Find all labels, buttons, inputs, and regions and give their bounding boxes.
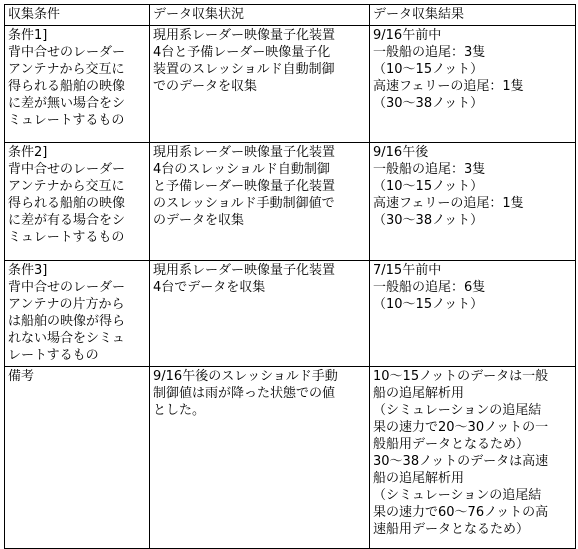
status-cell bbox=[150, 367, 370, 549]
cell-line: 条件2] bbox=[8, 145, 48, 160]
table-row bbox=[5, 367, 576, 549]
cell-line: に差が有る場合をシ bbox=[8, 213, 126, 228]
cell-line: と予備レーダー映像量子化装置 bbox=[153, 179, 336, 194]
cell-line: 高速フェリーの追尾：1隻 bbox=[373, 196, 524, 211]
cell-line: 9/16午前中 bbox=[373, 28, 442, 43]
cell-line: アンテナの片方から bbox=[8, 297, 125, 312]
cell-line: 一般船の追尾：3隻 bbox=[373, 162, 486, 177]
cell-line: 高速フェリーの追尾：1隻 bbox=[373, 79, 524, 94]
table-row bbox=[5, 261, 576, 367]
cell-line: レートするもの bbox=[8, 348, 99, 363]
status-cell bbox=[150, 26, 370, 143]
cell-line: 船の追尾解析用 bbox=[373, 386, 465, 401]
cell-line: のスレッショルド手動制御値で bbox=[153, 196, 335, 211]
condition-cell bbox=[5, 367, 150, 549]
table-row bbox=[5, 143, 576, 261]
cell-line: れない場合をシミュ bbox=[8, 331, 125, 346]
cell-line: 得られる船舶の映像 bbox=[8, 196, 126, 211]
cell-line: 9/16午後のスレッショルド手動 bbox=[153, 369, 338, 384]
cell-line: 得られる船舶の映像 bbox=[8, 79, 126, 94]
cell-line: 4台と予備レーダー映像量子化 bbox=[153, 45, 331, 60]
cell-line: に差が無い場合をシ bbox=[8, 96, 126, 111]
cell-line: 果の速力で20～30ノットの一 bbox=[373, 420, 549, 435]
cell-line: 条件3] bbox=[8, 263, 48, 278]
document bbox=[4, 4, 576, 549]
condition-cell bbox=[5, 26, 150, 143]
result-cell bbox=[370, 261, 576, 367]
result-cell bbox=[370, 26, 576, 143]
cell-line: 背中合せのレーダー bbox=[8, 45, 126, 60]
cell-line: 一般船の追尾：6隻 bbox=[373, 280, 486, 295]
cell-line: （10～15ノット） bbox=[373, 179, 484, 194]
cell-line: （30～38ノット） bbox=[373, 96, 484, 111]
cell-line: （10～15ノット） bbox=[373, 62, 484, 77]
header-row bbox=[5, 5, 576, 26]
header-result: データ収集結果 bbox=[370, 5, 576, 26]
cell-line: 速船用データとなるため） bbox=[373, 522, 530, 537]
header-condition: 収集条件 bbox=[5, 5, 150, 26]
cell-line: 一般船の追尾：3隻 bbox=[373, 45, 486, 60]
cell-line: ミュレートするもの bbox=[8, 230, 125, 245]
cell-line: （30～38ノット） bbox=[373, 213, 484, 228]
cell-line: 船の追尾解析用 bbox=[373, 471, 465, 486]
cell-line: ミュレートするもの bbox=[8, 113, 125, 128]
cell-line: 背中合せのレーダー bbox=[8, 162, 126, 177]
cell-line: 制御値は雨が降った状態での値 bbox=[153, 386, 336, 401]
cell-line: 果の速力で60～76ノットの高 bbox=[373, 505, 549, 520]
cell-line: アンテナから交互に bbox=[8, 62, 125, 77]
cell-line: 現用系レーダー映像量子化装置 bbox=[153, 145, 336, 160]
status-cell bbox=[150, 143, 370, 261]
cell-line: 現用系レーダー映像量子化装置 bbox=[153, 28, 336, 43]
cell-line: （10～15ノット） bbox=[373, 297, 484, 312]
cell-line: （シミュレーションの追尾結 bbox=[373, 403, 542, 418]
condition-cell bbox=[5, 143, 150, 261]
cell-line: 背中合せのレーダー bbox=[8, 280, 126, 295]
cell-line: 条件1] bbox=[8, 28, 48, 43]
cell-line: 4台でデータを収集 bbox=[153, 280, 266, 295]
cell-line: 7/15午前中 bbox=[373, 263, 442, 278]
cell-line: （シミュレーションの追尾結 bbox=[373, 488, 542, 503]
result-cell bbox=[370, 367, 576, 549]
table-row bbox=[5, 26, 576, 143]
cell-line: のデータを収集 bbox=[153, 213, 245, 228]
cell-line: 現用系レーダー映像量子化装置 bbox=[153, 263, 336, 278]
cell-line: 10～15ノットのデータは一般 bbox=[373, 369, 549, 384]
cell-line: 装置のスレッショルド自動制御 bbox=[153, 62, 335, 77]
result-cell bbox=[370, 143, 576, 261]
data-collection-table bbox=[4, 4, 576, 549]
cell-line: アンテナから交互に bbox=[8, 179, 125, 194]
cell-line: とした。 bbox=[153, 403, 206, 418]
cell-line: 30～38ノットのデータは高速 bbox=[373, 454, 549, 469]
cell-line: でのデータを収集 bbox=[153, 79, 258, 94]
condition-cell bbox=[5, 261, 150, 367]
status-cell bbox=[150, 261, 370, 367]
cell-line: 般船用データとなるため） bbox=[373, 437, 530, 452]
cell-line: 4台のスレッショルド自動制御 bbox=[153, 162, 330, 177]
cell-line: は船舶の映像が得ら bbox=[8, 314, 126, 329]
header-status: データ収集状況 bbox=[150, 5, 370, 26]
cell-line: 9/16午後 bbox=[373, 145, 429, 160]
cell-line: 備考 bbox=[8, 369, 35, 384]
